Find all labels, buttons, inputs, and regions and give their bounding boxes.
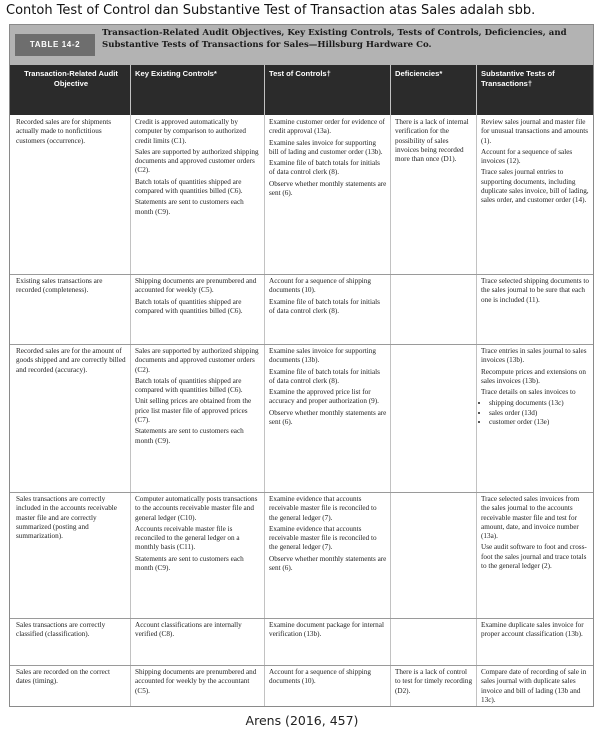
cell-text: Examine sales invoice for supporting bill of lading and customer order (13b). [269, 138, 383, 156]
controls-cell [135, 118, 261, 219]
table-title: Transaction-Related Audit Objectives, Key Existing Controls, Tests of Controls, Deficiencies, and Substantive Tests of Transactions for Sales—Hillsburg Hardware Co. [102, 28, 567, 50]
cell-text: Statements are sent to customers each month (C9). [135, 198, 244, 216]
substantive-cell [481, 347, 589, 427]
controls-cell [135, 621, 261, 642]
cell-text: There is a lack of internal verification for the possibility of sales invoices being recorded more than once (D1). [395, 118, 469, 164]
cell-text: Batch totals of quantities shipped are compared with quantities billed (C6). [135, 297, 243, 315]
cell-text: Existing sales transactions are recorded (completeness). [16, 277, 103, 295]
table-row [10, 492, 593, 619]
objective-cell [16, 668, 126, 689]
controls-cell [135, 347, 261, 448]
cell-text: Sales transactions are correctly included in the accounts receivable master file and are correctly summarized (posting and summarization). [16, 495, 117, 541]
cell-text: Observe whether monthly statements are sent (6). [269, 408, 387, 427]
tests-cell [269, 668, 387, 689]
cell-text: Batch totals of quantities shipped are compared with quantities billed (C6). [135, 376, 243, 395]
table-row [10, 344, 593, 493]
tests-cell [269, 621, 387, 642]
source-citation: Arens (2016, 457) [245, 713, 359, 728]
cell-text: Credit is approved automatically by computer by comparison to authorized credit limits (C1). [135, 118, 246, 145]
cell-text: Accounts receivable master file is reconciled to the general ledger on a monthly basis (C11). [135, 524, 240, 552]
cell-text: Trace selected sales invoices from the sales journal to the accounts receivable master file and test for amount, date, and invoice number (13a). [481, 495, 580, 541]
cell-text: Compare date of recording of sale in sales journal with duplicate sales invoice and bill of lading (13b and 13c). [481, 668, 587, 704]
cell-text: Examine sales invoice for supporting documents (13b). [269, 347, 376, 365]
table-row [10, 665, 593, 707]
substantive-cell [481, 668, 589, 707]
cell-text: Recorded sales are for shipments actually made to nonfictitious customers (occurrence). [16, 118, 112, 145]
deficiencies-cell [395, 668, 473, 698]
substantive-cell [481, 118, 589, 208]
cell-text: Observe whether monthly statements are sent (6). [269, 554, 387, 573]
table-number-label: TABLE 14-2 [15, 34, 95, 56]
cell-text: Recorded sales are for the amount of goods shipped and are correctly billed and recorded (accuracy). [16, 347, 126, 374]
objective-cell [16, 621, 126, 642]
objective-cell [16, 495, 126, 543]
controls-cell [135, 495, 261, 575]
intro-text: Contoh Test of Control dan Substantive Test of Transaction atas Sales adalah sbb. [6, 3, 536, 18]
cell-text: Examine file of batch totals for initials of data control clerk (8). [269, 367, 380, 385]
bullet-item: • shipping documents (13c) [489, 399, 589, 408]
cell-text: Account for a sequence of sales invoices (12). [481, 147, 573, 166]
cell-text: Batch totals of quantities shipped are compared with quantities billed (C6). [135, 177, 243, 196]
cell-text: Examine the approved price list for accuracy and proper authorization (9). [269, 388, 379, 406]
objective-cell [16, 118, 126, 148]
cell-text: Statements are sent to customers each month (C9). [135, 427, 244, 445]
table-figure [9, 24, 594, 707]
table-row [10, 115, 593, 275]
cell-text: Account for a sequence of shipping documents (10). [269, 277, 371, 295]
column-header-row [10, 65, 593, 115]
cell-text: Examine file of batch totals for initials of data control clerk (8). [269, 297, 380, 315]
cell-text: Examine customer order for evidence of credit approval (13a). [269, 118, 385, 136]
cell-text: Sales are recorded on the correct dates (timing). [16, 668, 110, 686]
table-row [10, 618, 593, 666]
cell-text: Computer automatically posts transactions to the accounts receivable master file and general ledger (C10). [135, 495, 258, 522]
cell-text: Use audit software to foot and cross-foot the sales journal and trace totals to the general ledger (2). [481, 543, 587, 571]
cell-text: Shipping documents are prenumbered and accounted for weekly (C5). [135, 277, 257, 295]
cell-text: Examine file of batch totals for initials of data control clerk (8). [269, 159, 380, 177]
cell-text: Sales are supported by authorized shipping documents and approved customer orders (C2). [135, 347, 259, 374]
cell-text: Account classifications are internally verified (C8). [135, 621, 242, 639]
cell-text: Trace details on sales invoices to [481, 388, 576, 397]
table-header-band [10, 25, 593, 65]
cell-text: Shipping documents are prenumbered and accounted for weekly by the accountant (C5). [135, 668, 257, 695]
column-header-deficiencies: Deficiencies* [395, 69, 443, 78]
cell-text: Unit selling prices are obtained from the price list master file of approved prices (C7). [135, 397, 252, 425]
cell-text: There is a lack of control to test for timely recording (D2). [395, 668, 473, 695]
tests-cell [269, 118, 387, 200]
cell-text: Examine evidence that accounts receivable master file is reconciled to the general ledger (7). [269, 495, 377, 522]
controls-cell [135, 668, 261, 698]
cell-text: Examine document package for internal verification (13b). [269, 621, 384, 639]
cell-text: Sales are supported by authorized shipping documents and approved customer orders (C2). [135, 147, 259, 175]
tests-cell [269, 277, 387, 318]
cell-text: Trace entries in sales journal to sales invoices (13b). [481, 347, 587, 365]
bullet-list [481, 399, 589, 427]
tests-cell [269, 495, 387, 575]
cell-text: Sales transactions are correctly classified (classification). [16, 621, 106, 639]
bullet-item: • customer order (13e) [489, 418, 589, 427]
substantive-cell [481, 621, 589, 642]
column-header-tests: Test of Controls† [269, 69, 331, 78]
column-header-controls: Key Existing Controls* [135, 69, 217, 78]
cell-text: Trace sales journal entries to supporting documents, including duplicate sales invoice, bill of lading, sales order, and customer order (14). [481, 168, 589, 205]
tests-cell [269, 347, 387, 429]
cell-text: Observe whether monthly statements are sent (6). [269, 179, 387, 198]
cell-text: Statements are sent to customers each month (C9). [135, 554, 244, 573]
column-header-substantive: Substantive Tests of Transactions† [481, 69, 555, 88]
objective-cell [16, 277, 126, 298]
column-header-objective: Transaction-Related Audit Objective [24, 69, 118, 88]
cell-text: Examine evidence that accounts receivable master file is reconciled to the general ledger (7). [269, 524, 377, 552]
bullet-item: • sales order (13d) [489, 409, 589, 418]
deficiencies-cell [395, 118, 473, 166]
objective-cell [16, 347, 126, 377]
controls-cell [135, 277, 261, 318]
table-row [10, 274, 593, 345]
cell-text: Examine duplicate sales invoice for proper account classification (13b). [481, 621, 584, 639]
substantive-cell [481, 277, 589, 307]
cell-text: Account for a sequence of shipping documents (10). [269, 668, 371, 686]
cell-text: Review sales journal and master file for unusual transactions and amounts (1). [481, 118, 588, 145]
substantive-cell [481, 495, 589, 573]
cell-text: Trace selected shipping documents to the sales journal to be sure that each one is included (11). [481, 277, 589, 304]
cell-text: Recompute prices and extensions on sales invoices (13b). [481, 367, 586, 385]
